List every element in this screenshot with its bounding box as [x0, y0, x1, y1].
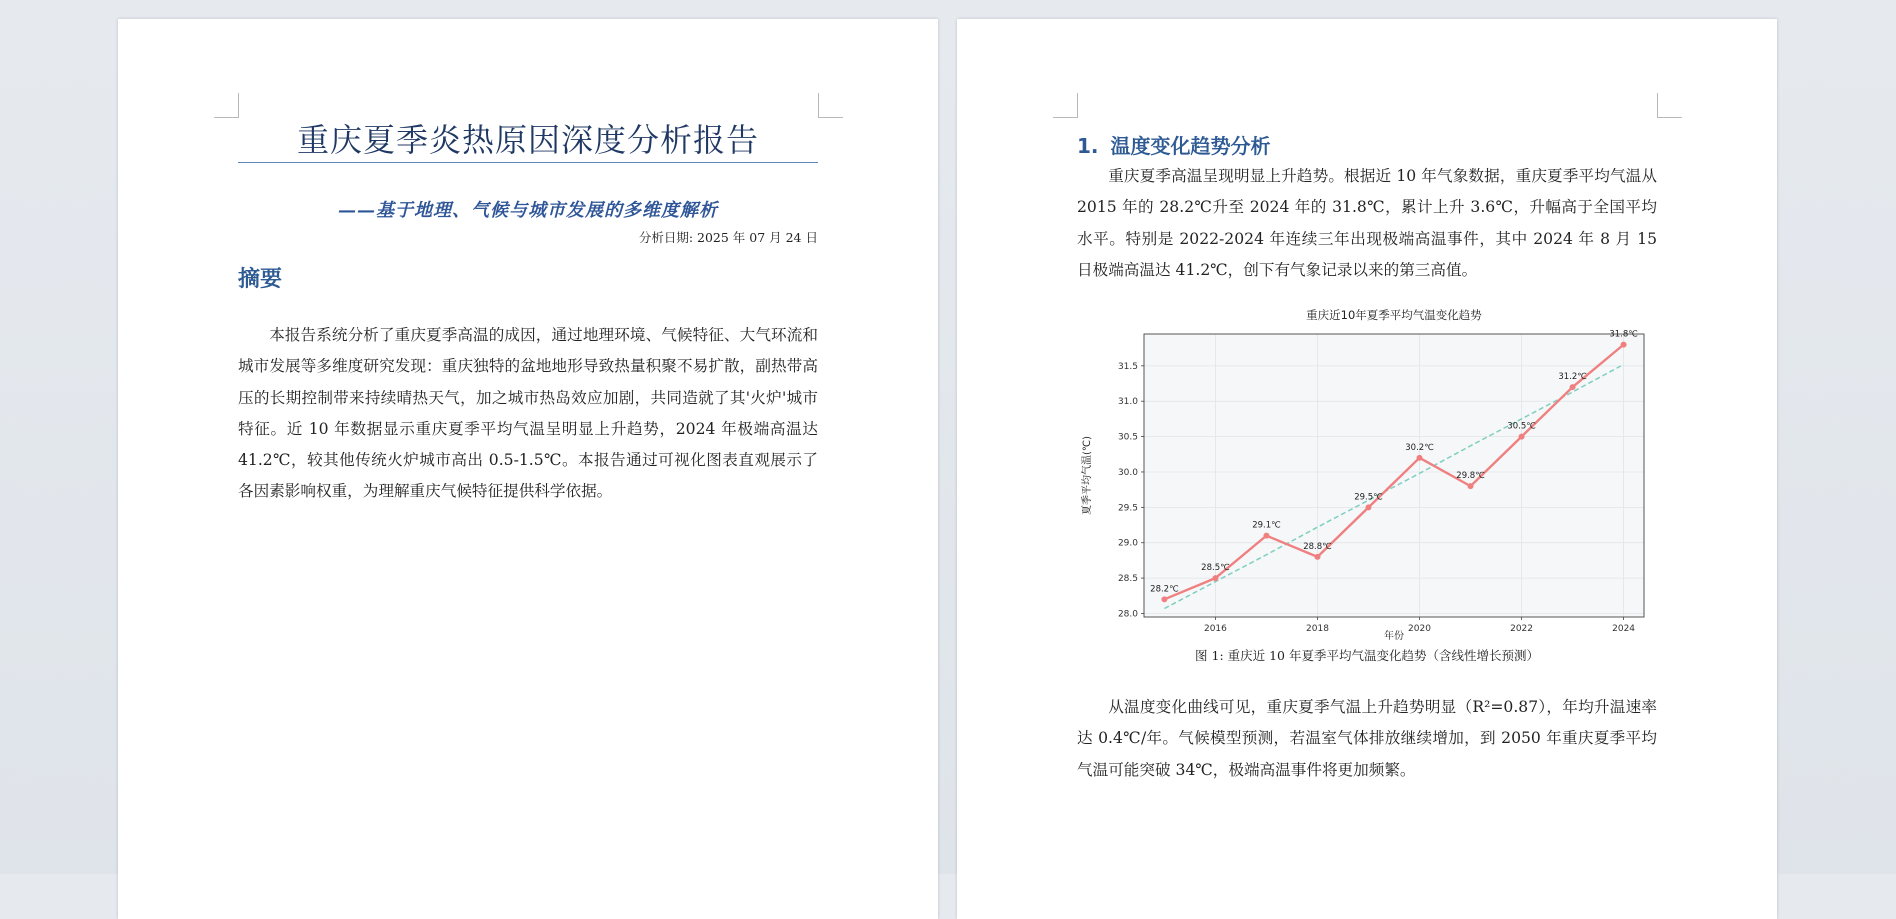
abstract-paragraph: 本报告系统分析了重庆夏季高温的成因，通过地理环境、气候特征、大气环流和城市发展等多维度研究发现：重庆独特的盆地地形导致热量积聚不易扩散，副热带高压的长期控制带来持续晴热天气，加之城市热岛效应加剧，共同造就了其'火炉'城市特征。近 10 年数据显示重庆夏季平均气温呈明显上升趋势，2024 年极端高温达 41.2℃，较其他传统火炉城市高出 0.5-1.5℃。本报告通过可视化图表直观展示了各因素影响权重，为理解重庆气候特征提供科学依据。	[238, 326, 818, 501]
x-tick-label: 2022	[1510, 624, 1534, 634]
data-point	[1417, 455, 1423, 461]
x-axis-label: 年份	[1384, 631, 1404, 642]
y-tick-label: 28.0	[1117, 609, 1138, 620]
data-point	[1212, 575, 1218, 581]
data-label: 30.5℃	[1507, 421, 1536, 432]
section-title: 温度变化趋势分析	[1110, 134, 1271, 158]
data-label: 28.2℃	[1150, 584, 1179, 595]
y-tick-label: 31.0	[1117, 397, 1138, 408]
margin-mark-top-left	[214, 93, 239, 118]
data-label: 31.2℃	[1558, 372, 1587, 383]
chart-svg	[1077, 287, 1657, 647]
analysis-date: 分析日期: 2025 年 07 月 24 日	[638, 230, 818, 245]
section-heading	[1077, 130, 1271, 159]
x-tick-label: 2024	[1612, 624, 1636, 634]
page-2	[957, 19, 1777, 919]
title-rule	[238, 162, 818, 163]
data-point	[1263, 533, 1269, 539]
abstract-heading: 摘要	[238, 266, 283, 292]
margin-mark-top-right	[818, 93, 843, 118]
data-point	[1468, 483, 1474, 489]
margin-mark-top-right	[1657, 93, 1682, 118]
data-point	[1161, 596, 1167, 602]
y-tick-label: 29.0	[1117, 538, 1138, 549]
y-tick-label: 28.5	[1117, 574, 1138, 585]
section-number: 1.	[1077, 134, 1099, 158]
y-tick-label: 31.5	[1117, 361, 1138, 372]
figure-caption: 图 1: 重庆近 10 年夏季平均气温变化趋势（含线性增长预测）	[1195, 648, 1539, 663]
y-axis-label: 夏季平均气温(℃)	[1082, 435, 1093, 516]
x-tick-label: 2020	[1408, 624, 1431, 634]
data-point	[1314, 554, 1320, 560]
document-title: 重庆夏季炎热原因深度分析报告	[296, 121, 759, 159]
data-point	[1570, 384, 1576, 390]
temperature-chart	[1077, 287, 1657, 647]
y-tick-label: 30.5	[1117, 432, 1138, 443]
margin-mark-top-left	[1053, 93, 1078, 118]
section-paragraph-1: 重庆夏季高温呈现明显上升趋势。根据近 10 年气象数据，重庆夏季平均气温从 2015 年的 28.2℃升至 2024 年的 31.8℃，累计上升 3.6℃，升幅高于全国平均水平。特别是 2022-2024 年连续三年出现极端高温事件，其中 2024 年 8 月 15 日极端高温达 41.2℃，创下有气象记录以来的第三高值。	[1077, 167, 1657, 279]
y-tick-label: 29.5	[1117, 503, 1138, 514]
page-1	[118, 19, 938, 919]
data-label: 29.8℃	[1456, 471, 1485, 482]
data-label: 28.8℃	[1303, 541, 1332, 552]
y-tick-label: 30.0	[1117, 467, 1138, 478]
data-label: 29.1℃	[1252, 520, 1281, 531]
data-label: 29.5℃	[1354, 492, 1383, 503]
data-label: 31.8℃	[1609, 329, 1638, 340]
data-label: 30.2℃	[1405, 442, 1434, 453]
data-label: 28.5℃	[1201, 563, 1230, 574]
data-point	[1621, 342, 1627, 348]
section-paragraph-2: 从温度变化曲线可见，重庆夏季气温上升趋势明显（R²=0.87），年均升温速率达 0.4℃/年。气候模型预测，若温室气体排放继续增加，到 2050 年重庆夏季平均气温可能突破 34℃，极端高温事件将更加频繁。	[1077, 698, 1657, 779]
document-subtitle: ——基于地理、气候与城市发展的多维度解析	[338, 200, 718, 221]
x-tick-label: 2018	[1306, 624, 1329, 634]
data-point	[1519, 434, 1525, 440]
data-point	[1365, 504, 1371, 510]
x-tick-label: 2016	[1203, 624, 1227, 634]
chart-title: 重庆近10年夏季平均气温变化趋势	[1306, 308, 1482, 322]
